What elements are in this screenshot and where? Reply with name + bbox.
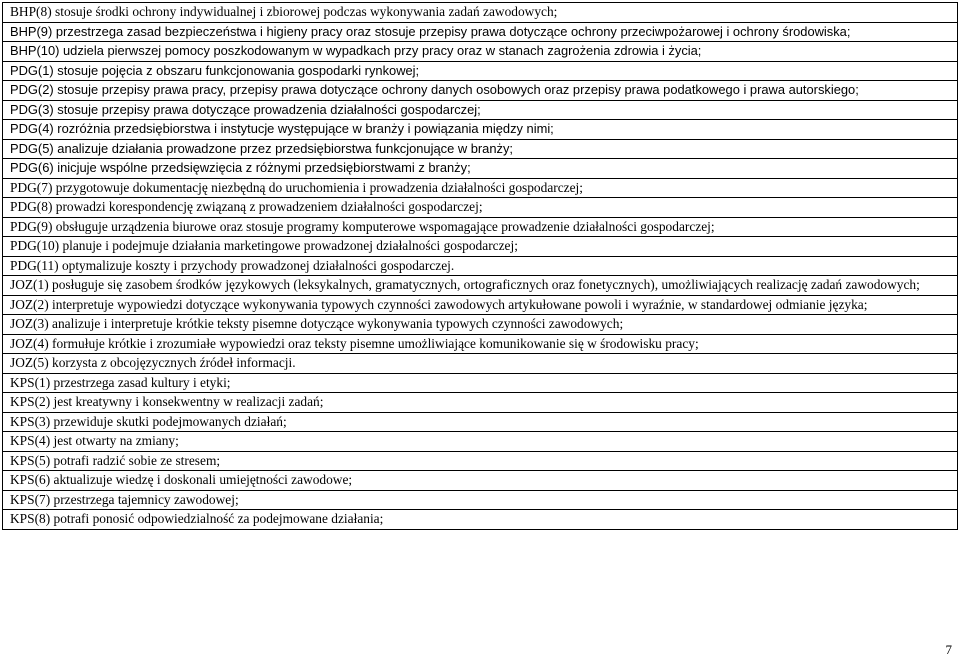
outcome-cell: PDG(4) rozróżnia przedsiębiorstwa i instytucje występujące w branży i powiązania między nimi; [3, 120, 958, 140]
table-row [3, 451, 958, 471]
outcome-cell: KPS(5) potrafi radzić sobie ze stresem; [3, 451, 958, 471]
outcome-cell: JOZ(2) interpretuje wypowiedzi dotyczące wykonywania typowych czynności zawodowych artykułowane powoli i wyraźnie, w standardowej odmianie języka; [3, 295, 958, 315]
table-row [3, 354, 958, 374]
table-row [3, 81, 958, 101]
table-row [3, 490, 958, 510]
outcome-cell: PDG(3) stosuje przepisy prawa dotyczące prowadzenia działalności gospodarczej; [3, 100, 958, 120]
outcome-cell: JOZ(4) formułuje krótkie i zrozumiałe wypowiedzi oraz teksty pisemne umożliwiające komunikowanie się w środowisku pracy; [3, 334, 958, 354]
learning-outcomes-table [2, 2, 958, 530]
table-row [3, 120, 958, 140]
table-row [3, 393, 958, 413]
outcome-cell: PDG(2) stosuje przepisy prawa pracy, przepisy prawa dotyczące ochrony danych osobowych oraz przepisy prawa podatkowego i prawa autorskiego; [3, 81, 958, 101]
table-row [3, 139, 958, 159]
outcome-cell: PDG(5) analizuje działania prowadzone przez przedsiębiorstwa funkcjonujące w branży; [3, 139, 958, 159]
outcome-cell: BHP(8) stosuje środki ochrony indywidualnej i zbiorowej podczas wykonywania zadań zawodowych; [3, 3, 958, 23]
outcome-cell: KPS(2) jest kreatywny i konsekwentny w realizacji zadań; [3, 393, 958, 413]
table-row [3, 22, 958, 42]
outcome-cell: KPS(3) przewiduje skutki podejmowanych działań; [3, 412, 958, 432]
table-row [3, 276, 958, 296]
table-row [3, 315, 958, 335]
outcome-cell: KPS(8) potrafi ponosić odpowiedzialność za podejmowane działania; [3, 510, 958, 530]
table-row [3, 237, 958, 257]
table-row [3, 432, 958, 452]
table-row [3, 198, 958, 218]
table-row [3, 334, 958, 354]
table-row [3, 3, 958, 23]
table-row [3, 61, 958, 81]
outcome-cell: PDG(7) przygotowuje dokumentację niezbędną do uruchomienia i prowadzenia działalności gospodarczej; [3, 178, 958, 198]
table-row [3, 159, 958, 179]
outcome-cell: JOZ(3) analizuje i interpretuje krótkie teksty pisemne dotyczące wykonywania typowych czynności zawodowych; [3, 315, 958, 335]
table-row [3, 178, 958, 198]
outcome-cell: PDG(6) inicjuje wspólne przedsięwzięcia z różnymi przedsiębiorstwami z branży; [3, 159, 958, 179]
outcome-cell: JOZ(5) korzysta z obcojęzycznych źródeł informacji. [3, 354, 958, 374]
table-row [3, 471, 958, 491]
outcome-cell: PDG(1) stosuje pojęcia z obszaru funkcjonowania gospodarki rynkowej; [3, 61, 958, 81]
table-row [3, 256, 958, 276]
table-row [3, 42, 958, 62]
table-body [3, 3, 958, 530]
table-row [3, 100, 958, 120]
outcome-cell: JOZ(1) posługuje się zasobem środków językowych (leksykalnych, gramatycznych, ortograficznych oraz fonetycznych), umożliwiających realizację zadań zawodowych; [3, 276, 958, 296]
outcome-cell: KPS(4) jest otwarty na zmiany; [3, 432, 958, 452]
outcome-cell: KPS(1) przestrzega zasad kultury i etyki; [3, 373, 958, 393]
table-row [3, 373, 958, 393]
outcome-cell: BHP(9) przestrzega zasad bezpieczeństwa i higieny pracy oraz stosuje przepisy prawa dotyczące ochrony przeciwpożarowej i ochrony środowiska; [3, 22, 958, 42]
outcome-cell: PDG(11) optymalizuje koszty i przychody prowadzonej działalności gospodarczej. [3, 256, 958, 276]
outcome-cell: PDG(8) prowadzi korespondencję związaną z prowadzeniem działalności gospodarczej; [3, 198, 958, 218]
page-number: 7 [945, 642, 952, 657]
table-row [3, 295, 958, 315]
outcome-cell: BHP(10) udziela pierwszej pomocy poszkodowanym w wypadkach przy pracy oraz w stanach zagrożenia zdrowia i życia; [3, 42, 958, 62]
outcome-cell: PDG(9) obsługuje urządzenia biurowe oraz stosuje programy komputerowe wspomagające prowadzenie działalności gospodarczej; [3, 217, 958, 237]
table-row [3, 510, 958, 530]
table-row [3, 412, 958, 432]
table-row [3, 217, 958, 237]
outcome-cell: KPS(7) przestrzega tajemnicy zawodowej; [3, 490, 958, 510]
outcome-cell: PDG(10) planuje i podejmuje działania marketingowe prowadzonej działalności gospodarczej; [3, 237, 958, 257]
outcome-cell: KPS(6) aktualizuje wiedzę i doskonali umiejętności zawodowe; [3, 471, 958, 491]
